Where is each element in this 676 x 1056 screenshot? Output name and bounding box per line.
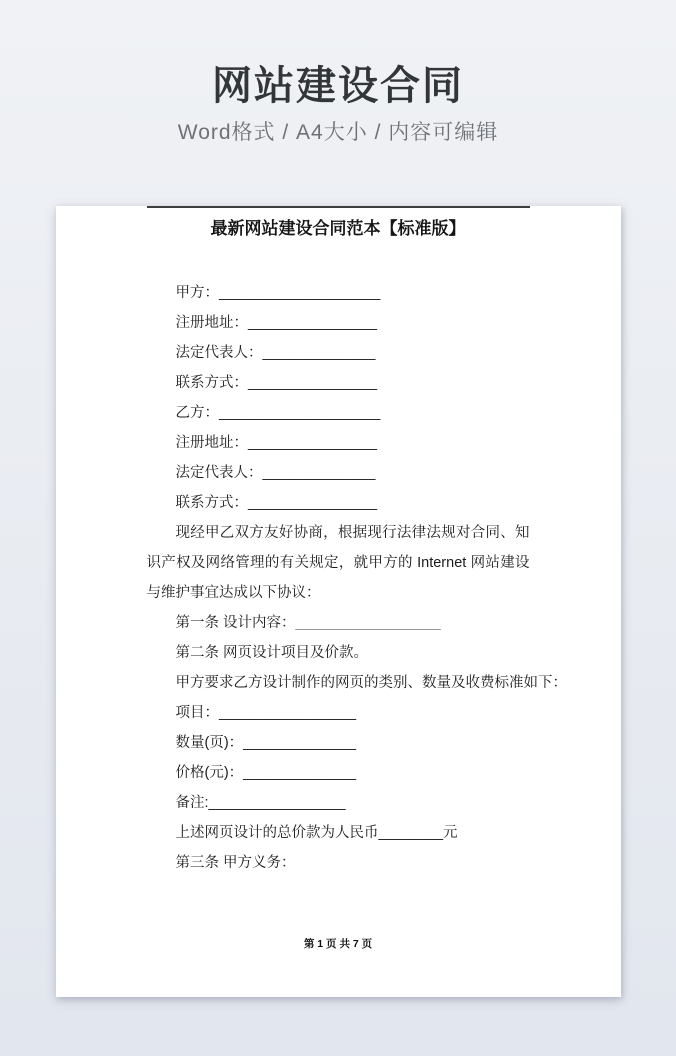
clause-3-row: 第三条 甲方义务： [175, 854, 296, 871]
field-blank: ________________ [248, 314, 378, 331]
field-row-party-a [147, 278, 530, 308]
document-page [56, 206, 621, 997]
field-label: 注册地址： [175, 434, 248, 451]
item-label: 价格(元)： [175, 764, 244, 781]
item-row-remark [147, 788, 530, 818]
document-title: 最新网站建设合同范本【标准版】 [210, 219, 466, 239]
hero-header [0, 0, 676, 145]
hero-subtitle: Word格式 / A4大小 / 内容可编辑 [177, 121, 499, 144]
field-label: 联系方式： [175, 494, 248, 511]
field-blank: ______________ [262, 344, 376, 361]
item-label: 备注: [175, 794, 209, 811]
field-row-representative-a [147, 338, 530, 368]
total-price-row [147, 818, 530, 848]
item-row-price [147, 758, 530, 788]
field-row-address-b [147, 428, 530, 458]
field-label: 法定代表人： [175, 344, 263, 361]
item-blank: _________________ [208, 794, 346, 811]
field-label: 乙方： [175, 404, 219, 421]
item-blank: _________________ [219, 704, 357, 721]
field-label: 法定代表人： [175, 464, 263, 481]
item-row-quantity [147, 728, 530, 758]
item-blank: ______________ [243, 764, 357, 781]
total-suffix: 元 [443, 824, 458, 841]
document-body [146, 278, 567, 878]
field-label: 甲方： [175, 284, 219, 301]
field-blank: ________________ [248, 374, 378, 391]
field-row-contact-b [147, 488, 530, 518]
document-content [56, 206, 621, 878]
clause-1-row [147, 608, 530, 638]
clause-1-label: 第一条 设计内容： [175, 614, 296, 631]
field-label: 注册地址： [175, 314, 248, 331]
hero-title: 网站建设合同 [212, 64, 464, 108]
field-blank: ____________________ [219, 404, 381, 421]
field-row-party-b [147, 398, 530, 428]
item-row-project [147, 698, 530, 728]
total-blank: ________ [378, 824, 444, 841]
requirement-row: 甲方要求乙方设计制作的网页的类别、数量及收费标准如下： [175, 674, 567, 691]
field-row-address-a [147, 308, 530, 338]
total-prefix: 上述网页设计的总价款为人民币 [175, 824, 379, 841]
field-row-representative-b [147, 458, 530, 488]
field-label: 联系方式： [175, 374, 248, 391]
field-blank: ________________ [248, 434, 378, 451]
field-row-contact-a [147, 368, 530, 398]
item-label: 项目： [175, 704, 219, 721]
field-blank: ____________________ [219, 284, 381, 301]
clause-2-row: 第二条 网页设计项目及价款。 [175, 644, 369, 661]
page-number-footer: 第 1 页 共 7 页 [303, 938, 373, 951]
item-blank: ______________ [243, 734, 357, 751]
field-blank: ______________ [262, 464, 376, 481]
intro-paragraph: 现经甲乙双方友好协商，根据现行法律法规对合同、知识产权及网络管理的有关规定，就甲方的 Internet 网站建设与维护事宜达成以下协议： [146, 524, 530, 601]
clause-1-blank: __________________ [295, 614, 441, 631]
item-label: 数量(页)： [175, 734, 244, 751]
title-rule-divider [147, 206, 530, 208]
field-blank: ________________ [248, 494, 378, 511]
